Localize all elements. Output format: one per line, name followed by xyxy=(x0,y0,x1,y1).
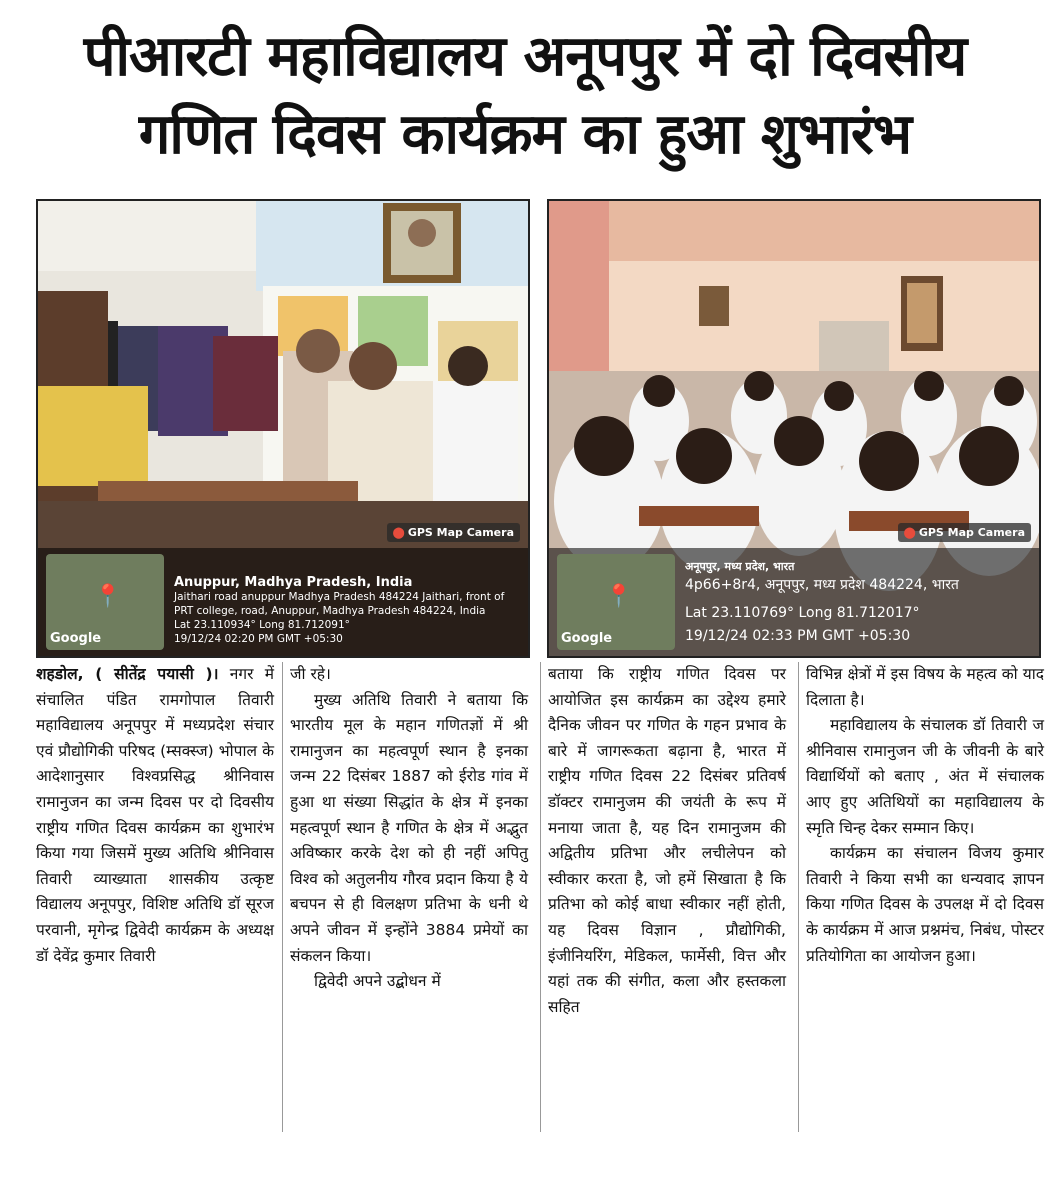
location-pin-icon: ⬤ xyxy=(903,526,916,539)
gps-place: Anuppur, Madhya Pradesh, India xyxy=(174,575,413,590)
map-thumbnail xyxy=(557,554,675,650)
gps-latlong: Lat 23.110934° Long 81.712091° xyxy=(174,619,350,631)
headline-line-2: गणित दिवस कार्यक्रम का हुआ शुभारंभ xyxy=(138,102,912,167)
photo-classroom xyxy=(547,199,1041,658)
article-paragraph: कार्यक्रम का संचालन विजय कुमार तिवारी ने किया सभी का धन्यवाद ज्ञापन किया गणित दिवस के उपलक्ष में दो दिवस के कार्यक्रम में आज प्रश्नमंच, निबंध, पोस्टर प्रतियोगिता का आयोजन हुआ। xyxy=(806,844,1044,965)
map-logo: Google xyxy=(561,631,613,646)
map-thumbnail xyxy=(46,554,164,650)
gps-address: 4p66+8r4, अनूपपुर, मध्य प्रदेश 484224, भारत xyxy=(685,577,959,593)
article-paragraph: महाविद्यालय के संचालक डॉ तिवारी ज श्रीनिवास रामानुजन जी के जीवनी के बारे विद्यार्थियों को बताए , अंत में संचालक आए हुए अतिथियों का महाविद्यालय के स्मृति चिन्ह देकर सम्मान किए। xyxy=(806,716,1044,837)
article-column-2 xyxy=(290,662,528,995)
map-logo: Google xyxy=(50,631,102,646)
gps-place: अनूपपुर, मध्य प्रदेश, भारत xyxy=(685,560,795,573)
column-divider xyxy=(798,662,799,1132)
article-column-4 xyxy=(806,662,1044,969)
article-column-1 xyxy=(36,662,274,969)
column-divider xyxy=(540,662,541,1132)
gps-datetime: 19/12/24 02:33 PM GMT +05:30 xyxy=(685,628,911,644)
column-divider xyxy=(282,662,283,1132)
article-paragraph xyxy=(36,662,274,969)
article-paragraph: बताया कि राष्ट्रीय गणित दिवस पर आयोजित इस कार्यक्रम का उद्देश्य हमारे दैनिक जीवन पर गणित के गहन प्रभाव के बारे में जागरूकता बढ़ाना है, भारत में राष्ट्रीय गणित दिवस 22 दिसंबर प्रतिवर्ष डॉक्टर रामानुजम की जयंती के रूप में मनाया जाता है, यह दिन रामानुजम की अद्वितीय प्रतिभा और लचीलेपन को स्वीकार करता है, जो हमें सिखाता है कि प्रतिभा को कोई बाधा स्वीकार नहीं होती, यह दिवस विज्ञान , प्रौद्योगिकी, इंजीनियरिंग, मेडिकल, फार्मेसी, वित्त और यहां तक की संगीत, कला और हस्तकला सहित xyxy=(548,665,786,1016)
map-pin-icon: 📍 xyxy=(94,584,122,609)
article-paragraph: विभिन्न क्षेत्रों में इस विषय के महत्व को याद दिलाता है। xyxy=(806,665,1044,709)
headline xyxy=(20,18,1030,174)
gps-camera-badge xyxy=(387,523,521,542)
article-paragraph: द्विवेदी अपने उद्बोधन में xyxy=(314,972,441,991)
gps-datetime: 19/12/24 02:20 PM GMT +05:30 xyxy=(174,633,343,645)
location-pin-icon: ⬤ xyxy=(392,526,405,539)
gps-badge-label: GPS Map Camera xyxy=(407,526,514,539)
gps-camera-badge xyxy=(898,523,1032,542)
paragraph-text: नगर में संचालित पंडित रामगोपाल तिवारी महाविद्यालय अनूपपुर में मध्यप्रदेश संचार एवं प्रौद्योगिकी परिषद (म्सक्स्ज) भोपाल के आदेशानुसार विश्वप्रसिद्ध श्रीनिवास रामानुजन का जन्म दिवस पर दो दिवसीय राष्ट्रीय गणित दिवस कार्यक्रम का शुभारंभ किया गया जिसमें मुख्य अतिथि श्रीनिवास तिवारी व्याख्याता शासकीय उत्कृष्ट विद्यालय अनूपपुर, विशिष्ट अतिथि डॉ सूरज परवानी, मृगेन्द्र द्विवेदी कार्यक्रम के अध्यक्ष डॉ देवेंद्र कुमार तिवारी xyxy=(36,665,274,965)
gps-text xyxy=(685,559,1030,646)
gps-overlay xyxy=(549,548,1039,656)
article-paragraph: मुख्य अतिथि तिवारी ने बताया कि भारतीय मूल के महान गणितज्ञों में श्री रामानुजन का महत्वपूर्ण स्थान है इनका जन्म 22 दिसंबर 1887 को ईरोड गांव में हुआ था संख्या सिद्धांत के क्षेत्र में इनका महत्वपूर्ण स्थान है गणित के क्षेत्र में अद्भुत अविष्कार करके देश को ही नहीं अपितु विश्व को अतुलनीय गौरव प्रदान किया है ये बचपन से ही विलक्षण प्रतिभा के धनी थे अपने जीवन में इन्होंने 3884 प्रमेयों का संकलन किया। xyxy=(290,690,528,965)
gps-text xyxy=(174,575,519,646)
photo-lamp-lighting xyxy=(36,199,530,658)
gps-badge-label: GPS Map Camera xyxy=(918,526,1025,539)
gps-address: Jaithari road anuppur Madhya Pradesh 484224 Jaithari, front of PRT college, road, Anuppur, Madhya Pradesh 484224, India xyxy=(174,591,505,617)
map-pin-icon: 📍 xyxy=(605,584,633,609)
gps-latlong: Lat 23.110769° Long 81.712017° xyxy=(685,605,920,621)
gps-overlay xyxy=(38,548,528,656)
headline-line-1: पीआरटी महाविद्यालय अनूपपुर में दो दिवसीय xyxy=(83,24,967,89)
article-column-3 xyxy=(548,662,786,1020)
article-paragraph: जी रहे। xyxy=(290,665,331,683)
dateline: शहडोल, ( सीतेंद्र पयासी )। xyxy=(36,665,219,683)
